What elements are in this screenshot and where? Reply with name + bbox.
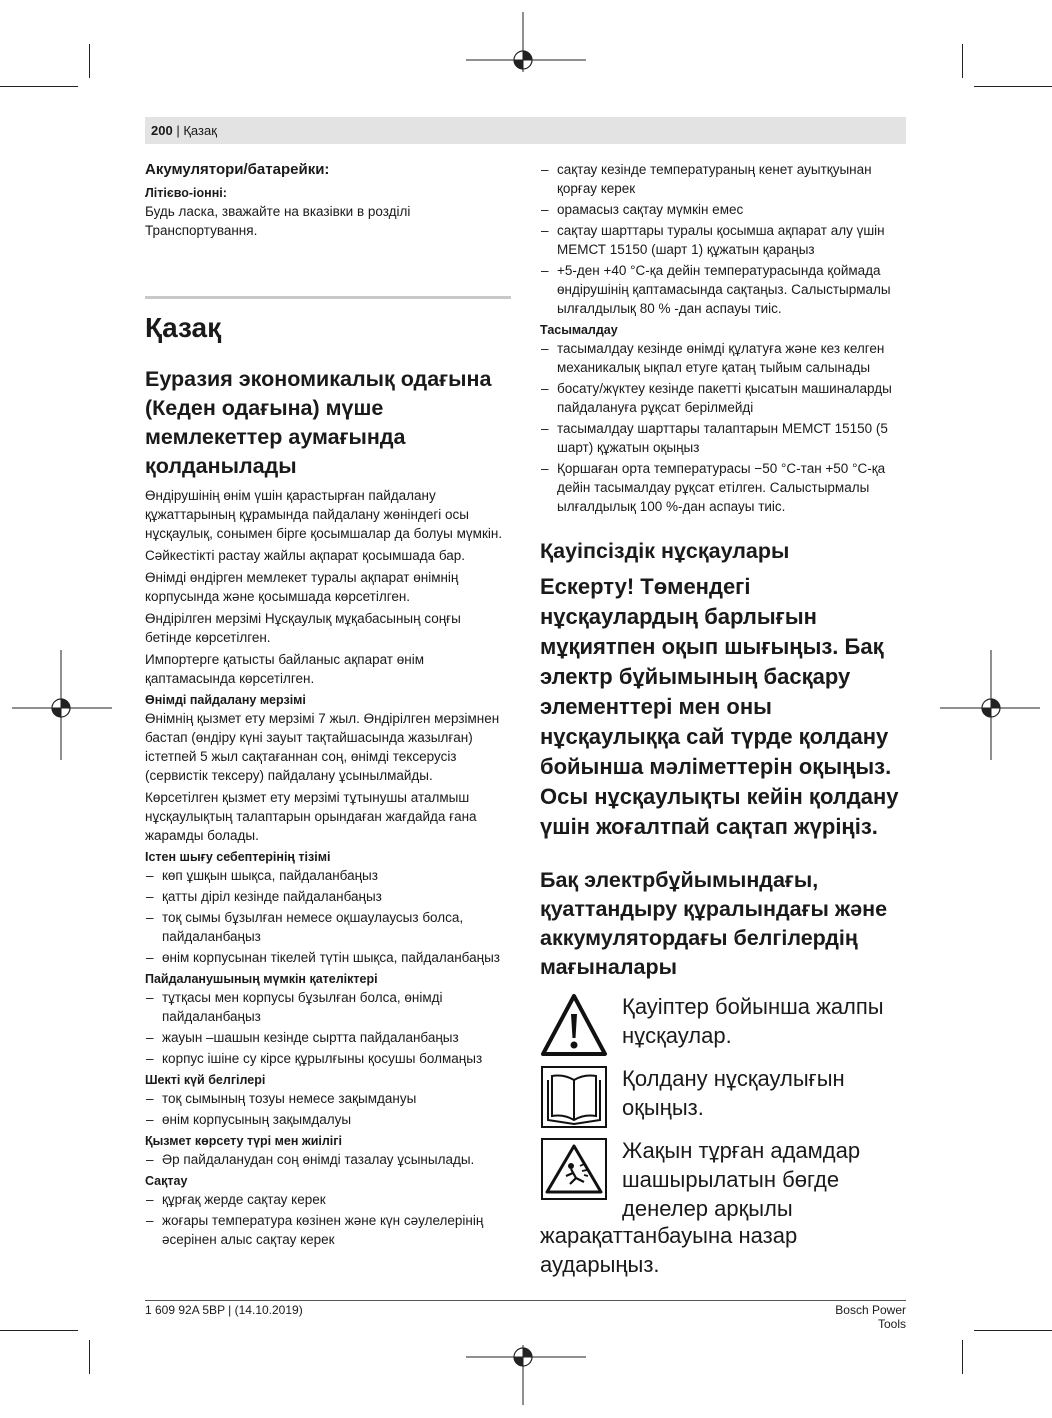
registration-mark-right [940, 650, 1040, 760]
lithium-text: Будь ласка, зважайте на вказівки в розділі Транспортування. [145, 204, 411, 238]
doc-code: 1 609 92A 5BP | (14.10.2019) [145, 1303, 303, 1317]
list-item: – сақтау кезінде температураның кенет ауытқуынан қорғау керек [540, 160, 906, 198]
list-item: – тоқ сымы бұзылған немесе оқшаулаусыз болса, пайдаланбаңыз [145, 908, 511, 946]
language-title: Қазақ [145, 312, 222, 343]
footer-rule [145, 1300, 906, 1301]
storage-list [145, 1190, 511, 1249]
transport-list [540, 339, 906, 516]
header-language: Қазақ [183, 123, 217, 138]
list-item: – құрғақ жерде сақтау керек [145, 1190, 511, 1209]
limit-list [145, 1089, 511, 1129]
symbol-row [540, 1136, 906, 1223]
brand-name: Bosch Power Tools [835, 1303, 906, 1331]
crop-mark [89, 44, 90, 78]
list-item: – қатты діріл кезінде пайдаланбаңыз [145, 887, 511, 906]
symbol-text: Қолдану нұсқаулығын оқыңыз. [622, 1066, 845, 1120]
crop-mark [962, 44, 963, 78]
list-item: – +5-ден +40 °C-қа дейін температурасында қоймада өндірушінің қаптамасында сақтаңыз. Салыстырмалы ылғалдылық 80 % -дан аспауы тиіс. [540, 261, 906, 318]
list-item: – тасымалдау шарттары талаптарын МЕМСТ 15150 (5 шарт) құжатын оқыңыз [540, 419, 906, 457]
paragraph: Сәйкестікті растау жайлы ақпарат қосымшада бар. [145, 548, 466, 563]
failure-heading: Істен шығу себептерінің тізімі [145, 850, 331, 864]
crop-mark [0, 1330, 78, 1331]
storage-heading: Сақтау [145, 1174, 188, 1188]
user-errors-list [145, 988, 511, 1068]
crop-mark [974, 1330, 1052, 1331]
symbol-text: Жақын тұрған адамдар шашырылатын бөгде денелер арқылы [622, 1138, 861, 1221]
transport-heading: Тасымалдау [540, 323, 618, 337]
list-item: – тоқ сымының тозуы немесе зақымдануы [145, 1089, 511, 1108]
section-divider [145, 296, 511, 299]
flying-debris-icon [540, 1136, 608, 1202]
list-item: – жоғары температура көзінен және күн сәулелерінің әсерінен алыс сақтау керек [145, 1211, 511, 1249]
list-item: – Әр пайдаланудан соң өнімді тазалау ұсынылады. [145, 1150, 511, 1169]
symbol-row [540, 1064, 906, 1130]
failure-list [145, 866, 511, 967]
paragraph: Өнімді өндірген мемлекет туралы ақпарат өнімнің корпусында және қосымшада көрсетілген. [145, 570, 459, 604]
eurasia-heading: Еуразия экономикалық одағына (Кеден одағына) мүше мемлекеттер аумағында қолданылады [145, 367, 492, 478]
crop-mark [89, 1340, 90, 1374]
list-item: – жауын –шашын кезінде сыртта пайдаланбаңыз [145, 1028, 511, 1047]
list-item: – орамасыз сақтау мүмкін емес [540, 200, 906, 219]
list-item: – өнім корпусынан тікелей түтін шықса, пайдаланбаңыз [145, 948, 511, 967]
crop-mark [0, 86, 78, 87]
warning-text: Ескерту! Төмендегі нұсқаулардың барлығын мұқиятпен оқып шығыңыз. Бақ электр бұйымының басқару элементтері мен оны нұсқаулыққа сай түрде қолдану бойынша мәліметтерін оқыңыз. Осы нұсқаулықты кейін қолдану үшін жоғалтпай сақтап жүріңіз. [540, 574, 899, 839]
list-item: – көп ұшқын шықса, пайдаланбаңыз [145, 866, 511, 885]
crop-mark [974, 86, 1052, 87]
storage-list-continued [540, 160, 906, 318]
battery-heading: Акумулятори/батарейки: [145, 161, 330, 178]
left-column [145, 160, 511, 1252]
symbols-heading: Бақ электрбұйымындағы, қуаттандыру құралындағы және аккумулятордағы белгілердің мағыналары [540, 868, 888, 979]
limit-heading: Шекті күй белгілері [145, 1073, 266, 1087]
service-list [145, 1150, 511, 1169]
service-life-heading: Өнімді пайдалану мерзімі [145, 693, 306, 707]
lithium-heading: Літієво-іонні: [145, 186, 227, 200]
paragraph: Импортерге қатысты байланыс ақпарат өнім қаптамасында көрсетілген. [145, 652, 424, 686]
right-column [540, 160, 906, 1279]
symbol-row [540, 992, 906, 1058]
symbol-text-continued: жарақаттанбауына назар аударыңыз. [540, 1223, 798, 1277]
user-errors-heading: Пайдаланушының мүмкін қателіктері [145, 972, 378, 986]
page-number: 200 [151, 123, 173, 138]
registration-mark-left [12, 650, 112, 760]
paragraph: Өндірушінің өнім үшін қарастырған пайдалану құжаттарының құрамында пайдалану жөніндегі осы нұсқаулық, сонымен бірге қосымшалар да болуы мүмкін. [145, 488, 503, 541]
header-separator: | [176, 123, 180, 138]
page-header [151, 123, 217, 139]
list-item: – тұтқасы мен корпусы бұзылған болса, өнімді пайдаланбаңыз [145, 988, 511, 1026]
list-item: – тасымалдау кезінде өнімді құлатуға және кез келген механикалық ықпал етуге қатаң тыйым салынады [540, 339, 906, 377]
paragraph: Өндірілген мерзімі Нұсқаулық мұқабасының соңғы бетінде көрсетілген. [145, 611, 461, 645]
safety-heading: Қауіпсіздік нұсқаулары [540, 539, 790, 563]
list-item: – корпус ішіне су кірсе құрылғыны қосушы болмаңыз [145, 1049, 511, 1068]
list-item: – босату/жүктеу кезінде пакетті қысатын машиналарды пайдалануға рұқсат берілмейді [540, 379, 906, 417]
paragraph: Көрсетілген қызмет ету мерзімі тұтынушы аталмыш нұсқаулықтың талаптарын орындаған жағдайда ғана жарамды болады. [145, 790, 477, 843]
list-item: – өнім корпусының зақымдалуы [145, 1110, 511, 1129]
registration-mark-top [466, 12, 586, 72]
paragraph: Өнімнің қызмет ету мерзімі 7 жыл. Өндірілген мерзімнен бастап (өндіру күні зауыт тақтайшасында жазылған) істетпей 5 жыл сақтағаннан соң, өнімді тексерусіз (сервистік тексеру) пайдалану ұсынылмайды. [145, 711, 500, 783]
list-item: – сақтау шарттары туралы қосымша ақпарат алу үшін МЕМСТ 15150 (шарт 1) құжатын қараңыз [540, 221, 906, 259]
registration-mark-bottom [466, 1345, 586, 1405]
warning-triangle-icon [540, 992, 608, 1058]
symbol-text: Қауіптер бойынша жалпы нұсқаулар. [622, 994, 884, 1048]
crop-mark [962, 1340, 963, 1374]
page-header-bar [145, 117, 906, 144]
open-book-icon [540, 1064, 608, 1130]
service-heading: Қызмет көрсету түрі мен жиілігі [145, 1134, 342, 1148]
list-item: – Қоршаған орта температурасы −50 °C-тан +50 °C-қа дейін тасымалдау рұқсат етілген. Салыстырмалы ылғалдылық 100 %-дан аспауы тиіс. [540, 459, 906, 516]
